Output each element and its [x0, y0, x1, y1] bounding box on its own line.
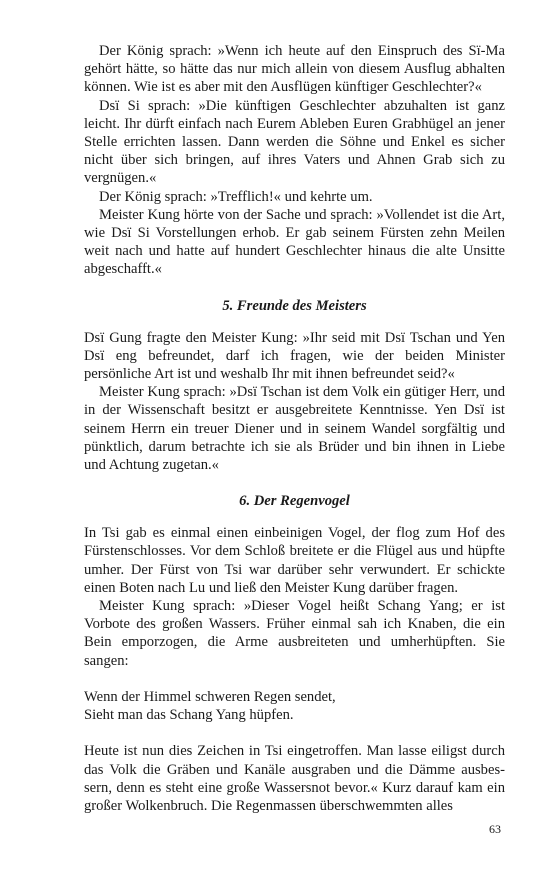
verse-line: Wenn der Himmel schweren Regen sendet, [84, 688, 336, 705]
paragraph: Der König sprach: »Trefflich!« und kehrte um. [99, 188, 373, 205]
verse-line: Sieht man das Schang Yang hüpfen. [84, 707, 294, 724]
paragraph: In Tsi gab es einmal einen einbeinigen Vogel, der flog zum Hof des Fürstenschlosses. Vor dem Schloß breitete er die Flügel aus und hüpfte umher. Der Fürst von Tsi war darüber sehr verwundert. Er schickte einen Boten nach Lu und ließ den Meister Kung darüber fragen. [84, 525, 505, 596]
paragraph: Dsï Si sprach: »Die künftigen Geschlechter abzuhalten ist ganz leicht. Ihr dürft einfach nach Eurem Ableben Euren Grabhügel an jener Stelle errichten lassen. Dann werden die Söhne und Enkel es sicher nicht über sich bringen, auf ihres Vaters und Ahnen Grab sich zu vergnügen.« [84, 97, 505, 187]
paragraph: Meister Kung hörte von der Sache und sprach: »Vollendet ist die Art, wie Dsï Si Vorstellungen erhob. Er gab seinem Fürsten zehn Meilen weit nach und hatte auf hundert Geschlechter hinaus die alte Unsitte abgeschafft.« [84, 206, 505, 278]
spacer [84, 474, 505, 492]
spacer [84, 279, 505, 297]
page-number: 63 [489, 822, 501, 836]
section-heading: 5. Freunde des Meisters [222, 297, 367, 314]
section-heading: 6. Der Regenvogel [239, 493, 350, 510]
paragraph: Heute ist nun dies Zeichen in Tsi eingetroffen. Man lasse eiligst durch das Volk die Gräben und Kanäle ausgraben und die Dämme ausbes-sern, denn es steht eine große Wassersnot bevor.« Kurz darauf kam ein großer Wolkenbruch. Die Regenmassen überschwemmten alles [84, 743, 505, 814]
spacer [84, 670, 505, 688]
paragraph: Meister Kung sprach: »Dieser Vogel heißt Schang Yang; er ist Vorbote des großen Wassers. Früher einmal sah ich Knaben, die ein Bein emporzogen, die Arme ausbreiteten und umherhüpften. Sie sangen: [84, 598, 505, 669]
spacer [84, 510, 505, 524]
paragraph: Der König sprach: »Wenn ich heute auf den Einspruch des Sï-Ma gehört hätte, so hätte das nur mich allein von diesem Ausflug abhalten können. Wie ist es aber mit den Ausflügen künftiger Geschlechter?« [84, 43, 505, 96]
spacer [84, 315, 505, 329]
verse-block [84, 688, 505, 724]
paragraph: Meister Kung sprach: »Dsï Tschan ist dem Volk ein gütiger Herr, und in der Wissenschaft besitzt er ausgebreitete Kenntnisse. Yen Dsï ist seinem Herrn ein treuer Diener und in seinem Wandel sorgfältig und pünktlich, darum betrachte ich sie als Brüder und bin ihnen in Liebe und Achtung zugetan.« [84, 384, 505, 474]
spacer [84, 724, 505, 742]
paragraph: Dsï Gung fragte den Meister Kung: »Ihr seid mit Dsï Tschan und Yen Dsï eng befreundet, darf ich fragen, wie der beiden Minister persönliche Art ist und weshalb Ihr mit ihnen befreundet seid?« [84, 329, 505, 383]
book-page [84, 42, 505, 815]
